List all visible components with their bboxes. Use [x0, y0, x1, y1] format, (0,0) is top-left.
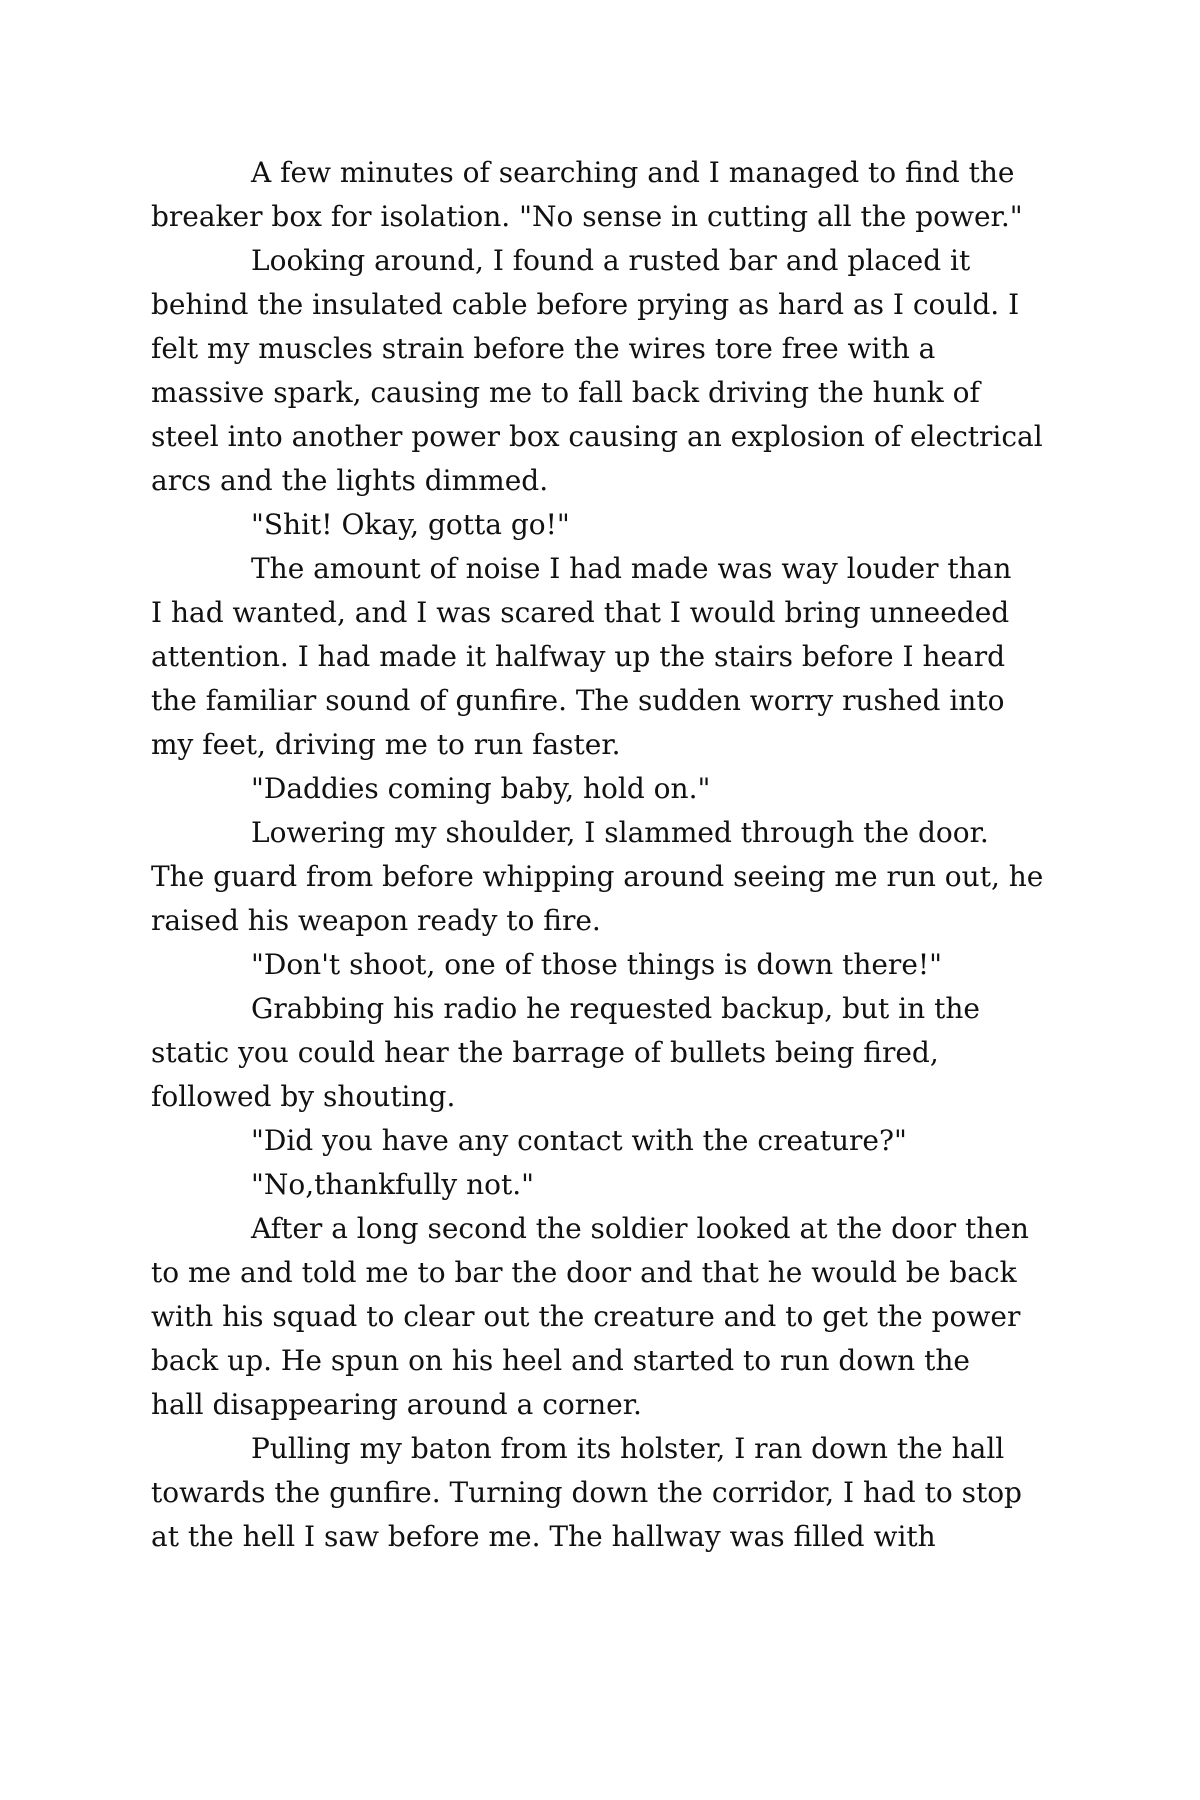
text-line: Grabbing his radio he requested backup, but in the: [251, 992, 980, 1025]
text-line: "Did you have any contact with the creature?": [251, 1124, 907, 1157]
text-line: "Don't shoot, one of those things is down there!": [251, 948, 943, 981]
text-line: felt my muscles strain before the wires tore free with a: [151, 332, 936, 365]
text-line: The guard from before whipping around seeing me run out, he: [151, 860, 1044, 893]
text-line: followed by shouting.: [151, 1080, 456, 1113]
text-line: behind the insulated cable before prying as hard as I could. I: [151, 288, 1020, 321]
text-line: arcs and the lights dimmed.: [151, 464, 549, 497]
text-line: massive spark, causing me to fall back driving the hunk of: [151, 376, 980, 409]
text-line: "No,thankfully not.": [251, 1168, 535, 1201]
text-line: I had wanted, and I was scared that I would bring unneeded: [151, 596, 1010, 629]
text-line: attention. I had made it halfway up the stairs before I heard: [151, 640, 1006, 673]
text-line: with his squad to clear out the creature and to get the power: [151, 1300, 1021, 1333]
body-text: [151, 151, 1056, 1559]
text-line: Pulling my baton from its holster, I ran down the hall: [251, 1432, 1005, 1465]
text-line: back up. He spun on his heel and started to run down the: [151, 1344, 970, 1377]
text-line: The amount of noise I had made was way louder than: [251, 552, 1012, 585]
text-line: Looking around, I found a rusted bar and placed it: [251, 244, 971, 277]
text-line: towards the gunfire. Turning down the corridor, I had to stop: [151, 1476, 1022, 1509]
text-line: raised his weapon ready to fire.: [151, 904, 601, 937]
text-line: at the hell I saw before me. The hallway was filled with: [151, 1520, 936, 1553]
text-line: the familiar sound of gunfire. The sudden worry rushed into: [151, 684, 1005, 717]
text-line: to me and told me to bar the door and that he would be back: [151, 1256, 1017, 1289]
text-line: static you could hear the barrage of bullets being fired,: [151, 1036, 939, 1069]
text-line: steel into another power box causing an explosion of electrical: [151, 420, 1043, 453]
text-line: Lowering my shoulder, I slammed through the door.: [251, 816, 989, 849]
text-line: "Shit! Okay, gotta go!": [251, 508, 570, 541]
text-line: breaker box for isolation. "No sense in cutting all the power.": [151, 200, 1023, 233]
text-line: my feet, driving me to run faster.: [151, 728, 621, 761]
text-line: After a long second the soldier looked at the door then: [251, 1212, 1029, 1245]
text-line: "Daddies coming baby, hold on.": [251, 772, 711, 805]
text-line: hall disappearing around a corner.: [151, 1388, 642, 1421]
text-line: A few minutes of searching and I managed to find the: [251, 156, 1015, 189]
